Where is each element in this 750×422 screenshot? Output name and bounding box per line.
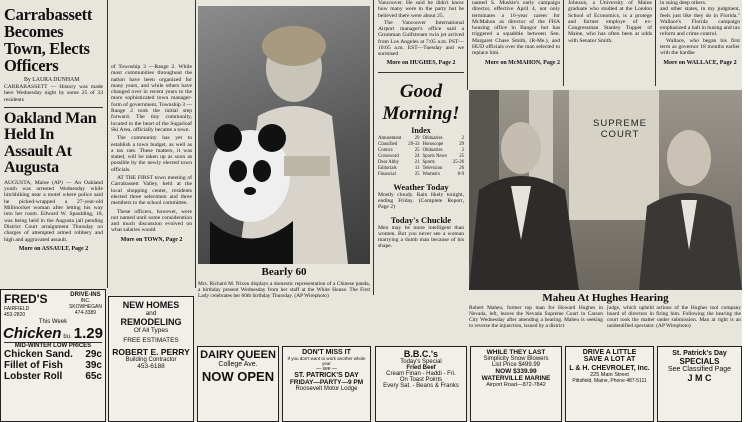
continued-mcmahon[interactable]: More on McMAHON, Page 2	[484, 59, 560, 66]
wallace-story	[658, 0, 742, 84]
story-body: AT THE FIRST town meeting of Carrabassett Valley, held at the local shopping center, residents elected three selectmen and three members to the school committee.	[111, 175, 192, 207]
weather-body: Mostly cloudy. Rain likely tonight, ending Friday. (Complete Report, Page 2)	[378, 191, 464, 211]
smith-story	[566, 0, 654, 84]
freds-price-item: Lobster Roll	[4, 371, 63, 382]
photo-title: Bearly 60	[261, 266, 307, 278]
story-body: Vancouver. He said he didn't know how many were in the party but he believed there were about 25.	[378, 0, 464, 19]
continued-town[interactable]: More on TOWN, Page 2	[120, 236, 183, 243]
freds-price-item: Chicken Sand.	[4, 349, 73, 360]
index-page: 2	[461, 135, 464, 141]
lead-story	[0, 0, 106, 288]
ad-line: Every Sat. - Beans & Franks	[383, 383, 459, 389]
freds-price-value: 39c	[85, 360, 102, 371]
index-label: Comics	[378, 147, 393, 153]
headline-oakland[interactable]: Oakland Man Held In Assault At Augusta	[4, 109, 97, 177]
ad-line: SPECIALS	[679, 357, 720, 366]
photo-title: Maheu At Hughes Hearing	[542, 292, 669, 304]
ad-line: REMODELING	[120, 317, 182, 327]
page-margin	[742, 0, 750, 422]
ad-name: ROBERT E. PERRY	[112, 347, 190, 357]
ad-line: DRIVE A LITTLE	[582, 349, 637, 356]
story-body: The Vancouver International Airport manager's office said a Grumman Gulfstream twin jet arrived from Los Angeles at 7:05 a.m. PST—10:05 a.m. EST—Tuesday and we surmised	[378, 19, 464, 58]
index-page: 11	[414, 165, 420, 171]
index-label: Women's	[422, 171, 441, 177]
ad-line: Building Contractor	[125, 357, 177, 363]
ad-line: FREE ESTIMATES	[123, 337, 179, 344]
ad-line: and	[145, 310, 157, 317]
index-label: Obituaries	[422, 147, 443, 153]
freds-price-value: 65c	[85, 371, 102, 382]
photo-caption: Mrs. Richard M. Nixon displays a domestic representation of a Chinese panda, a birthday present Wednesday from her staff at the White House. The First Lady celebrates her 60th birthday Thursday. (AP Wirephoto)	[198, 281, 370, 299]
column-rule	[373, 0, 374, 295]
photo-maheu-hearing[interactable]	[469, 90, 742, 290]
ad-new-homes[interactable]	[108, 296, 194, 422]
ad-line: SAVE A LOT AT	[583, 356, 636, 363]
freds-loc: SKOWHEGAN	[68, 304, 102, 310]
freds-week: This Week	[38, 319, 68, 325]
ad-line: FRIDAY—PARTY—9 PM	[289, 379, 364, 386]
weather-title: Weather Today	[393, 181, 449, 192]
freds-left	[4, 292, 48, 318]
ad-freds-drive-ins[interactable]	[0, 289, 106, 422]
column-rule	[655, 0, 656, 86]
index-page: 29-33	[408, 141, 420, 147]
index-label: Editorials	[378, 165, 397, 171]
index-label: Obituaries	[422, 135, 443, 141]
index-label: Crossword	[378, 153, 399, 159]
photo-caption: judge, which upheld actions of the Hughes tool company board of directors in firing him. Following the hearing the court took the matter under submission. Man at right is an unidentified spectator. (AP Wirephoto)	[607, 305, 741, 329]
ad-bbcs[interactable]	[375, 346, 467, 422]
court-sign-line: COURT	[600, 129, 640, 140]
index-table	[378, 136, 464, 178]
ad-line: NEW HOMES	[122, 300, 180, 310]
story-body: Wallace, who began his first term as governor 18 months earlier with the hardbe	[660, 37, 740, 57]
ad-line: Of All Types	[133, 327, 169, 334]
index-label: Horoscope	[422, 141, 444, 147]
index-page: 2	[461, 147, 464, 153]
index-label: Amusement	[378, 135, 402, 141]
index-page: 29	[459, 141, 464, 147]
ad-name: WATERVILLE MARINE	[481, 375, 551, 382]
ad-dairy-queen[interactable]	[197, 346, 279, 422]
divider	[378, 72, 464, 73]
freds-phone: 474-3389	[74, 310, 97, 316]
index-page: 8-9	[457, 171, 464, 177]
story-body: AUGUSTA, Maine (AP) — An Oakland youth was arrested Wednesday while hitchhiking near a motel where police said he picked-wrapped a 27-year-old Millinocket woman after letting his way into her room. Edward W. Spaulding, 18, was being held in the Augusta jail pending District Court arraignment Thursday on charges of attempted armed robbery and high and aggravated assault.	[4, 179, 103, 243]
freds-price-item: Fillet of Fish	[4, 360, 63, 371]
court-sign	[591, 118, 649, 140]
index-page: 25	[459, 153, 464, 159]
ad-line: NOW $339.99	[495, 368, 537, 375]
index-page: 21	[414, 159, 420, 165]
column-rule	[107, 0, 108, 288]
chuckle-title: Today's Chuckle	[390, 214, 452, 225]
continued-hughes[interactable]: More on HUGHES, Page 2	[386, 59, 456, 66]
freds-price-value: 29c	[85, 349, 102, 360]
ad-line: NOW OPEN	[201, 369, 275, 384]
index-title: Index	[411, 125, 431, 135]
ad-line: Pittsfield, Maine, Phone 487-5111	[572, 378, 647, 384]
column-rule	[195, 0, 196, 288]
story-body: named S. Muskie's early campaign director, effective April 4, not only terminates a 16-year career for McMahon as director of the FHA housing office in Bangor but has triggered a squabble between Sen. Margaret Chase Smith, (R-Me.), and HUD officials over the man selected to replace him.	[472, 0, 560, 57]
ad-phone: 453-6188	[137, 363, 165, 370]
ad-name: L & H. CHEVROLET, Inc.	[569, 365, 650, 372]
story-body: and other states, in my judgment, feels just like they do in Florida." Wallace's Florida campaign emphasized a halt in busing and tax reform and crime control.	[660, 6, 740, 38]
ad-line: Airport Road—872-7842	[486, 382, 546, 388]
index-row[interactable]	[378, 172, 420, 178]
index-page: 24	[414, 153, 420, 159]
ad-name: B.B.C.'s	[403, 349, 439, 359]
story-continuation	[109, 64, 194, 288]
ad-line: J M C	[687, 373, 712, 383]
ad-line: WHILE THEY LAST	[486, 349, 546, 356]
ad-line: College Ave.	[218, 361, 258, 368]
nixon-panda-photo	[198, 6, 370, 264]
story-body: CARRABASSETT — History was made here Wednesday night by some 25 of 33 residents	[4, 84, 103, 103]
ad-st-patricks-party[interactable]	[282, 346, 371, 422]
freds-right	[69, 292, 102, 318]
index-label: Financial	[378, 171, 396, 177]
ad-line: If you don't want to work another whole year	[287, 356, 366, 366]
ad-line: List Price $499.99	[491, 362, 541, 368]
index-page: 26	[459, 165, 464, 171]
index-page: 25-26	[452, 159, 464, 165]
freds-price-row	[4, 371, 102, 382]
freds-sub: MID-WINTER LOW PRICES	[14, 343, 92, 349]
photo-caption: Robert Maheu, former top man for Howard Hughes in Nevada, left, leaves the Nevada Supreme Court in Carson City Wednesday after attending a hearing. Maheu is seeking to reverse the injunction, issued by a district	[469, 305, 603, 329]
ad-line: St. Patrick's Day	[672, 350, 727, 357]
index-label: Sports News	[422, 153, 447, 159]
byline: By LAURA DUNHAM	[24, 77, 80, 83]
continued-assault[interactable]: More on ASSAULT, Page 2	[18, 245, 89, 252]
ad-line: Cream Finan - Haddi - Fri.	[386, 371, 456, 377]
index-page: 25	[414, 171, 420, 177]
freds-unit: bu.	[63, 334, 72, 340]
freds-price-row	[4, 349, 102, 360]
ad-line: DON'T MISS IT	[302, 349, 351, 356]
ad-line: Simplicity Snow Blowers	[483, 356, 549, 362]
good-morning-title: Good Morning!	[382, 80, 460, 124]
ad-line: — see —	[316, 366, 337, 372]
ad-name: DAIRY QUEEN	[200, 349, 276, 361]
ad-lh-chevrolet[interactable]	[565, 346, 654, 422]
freds-loc: FAIRFIELD	[4, 306, 30, 312]
ad-line: See Classified Page	[667, 366, 732, 373]
index-page: 25	[414, 147, 420, 153]
ad-line: On Toast Points	[399, 377, 443, 383]
ad-line: Fried Beef	[406, 365, 436, 371]
headline-carrabassett[interactable]: Carrabassett Becomes Town, Elects Officers	[4, 5, 93, 75]
freds-label: DRIVE-INS	[70, 292, 101, 298]
index-page: 29	[414, 135, 420, 141]
story-body: in suing deep others.	[660, 0, 707, 6]
index-row[interactable]	[423, 172, 465, 178]
story-body: These officers, however, were not named until some consideration and much discussion evolved on what salaries would	[111, 208, 192, 234]
column-rule	[563, 0, 564, 86]
court-sign-line: SUPREME	[593, 118, 647, 129]
index-label: Classified	[378, 141, 398, 147]
ad-line: 225 Main Street	[590, 372, 629, 378]
index-label: Dear Abby	[378, 159, 399, 165]
ad-st-patricks-specials[interactable]	[657, 346, 742, 422]
column-rule	[467, 0, 468, 90]
story-body: of Township 3 —Range 2. While most communities throughout the nation have been organized for many years, and while others have changed over in recent years to the more sophisticated town manager-form of government, Township 3 — Range 2 took the initial step forward. The tiny community, located in the heart of the Sugarloaf Ski Area, officially became a town.	[111, 64, 192, 133]
freds-price: 1.29	[73, 325, 103, 342]
freds-phone: 453-2820	[4, 312, 26, 318]
ad-line: Today's Special	[400, 359, 442, 365]
story-body: The community has yet to establish a town budget, as well as a tax rate. These matters, it was stated, will be taken up as soon as possible by the newly elected town officials.	[111, 135, 192, 173]
freds-label: INC.	[80, 298, 91, 304]
freds-price-row	[4, 360, 102, 371]
freds-name: FRED'S	[4, 292, 48, 306]
ad-line: Roosevelt Motor Lodge	[295, 386, 358, 392]
divider	[4, 107, 103, 108]
mcmahon-story	[470, 0, 562, 84]
story-body: Johnson, a University of Maine graduate who studied at the London School of Economics, is a protege and former employe of ex-Congressman Stanley Tupper of Maine, who has often been at odds with Senator Smith.	[568, 0, 652, 44]
index-label: Television	[422, 165, 443, 171]
continued-wallace[interactable]: More on WALLACE, Page 2	[663, 59, 737, 66]
photo-bearly-60[interactable]	[198, 6, 370, 264]
index-label: Sports	[422, 159, 435, 165]
ad-line: ST. PATRICK'S DAY	[294, 372, 359, 379]
freds-price-list	[4, 349, 102, 382]
ad-waterville-marine[interactable]	[470, 346, 562, 422]
freds-item: Chicken	[3, 325, 62, 342]
chuckle-body: Men may be more intelligent than women. But you never see a woman marrying a dumb man because of his shape.	[378, 224, 464, 250]
